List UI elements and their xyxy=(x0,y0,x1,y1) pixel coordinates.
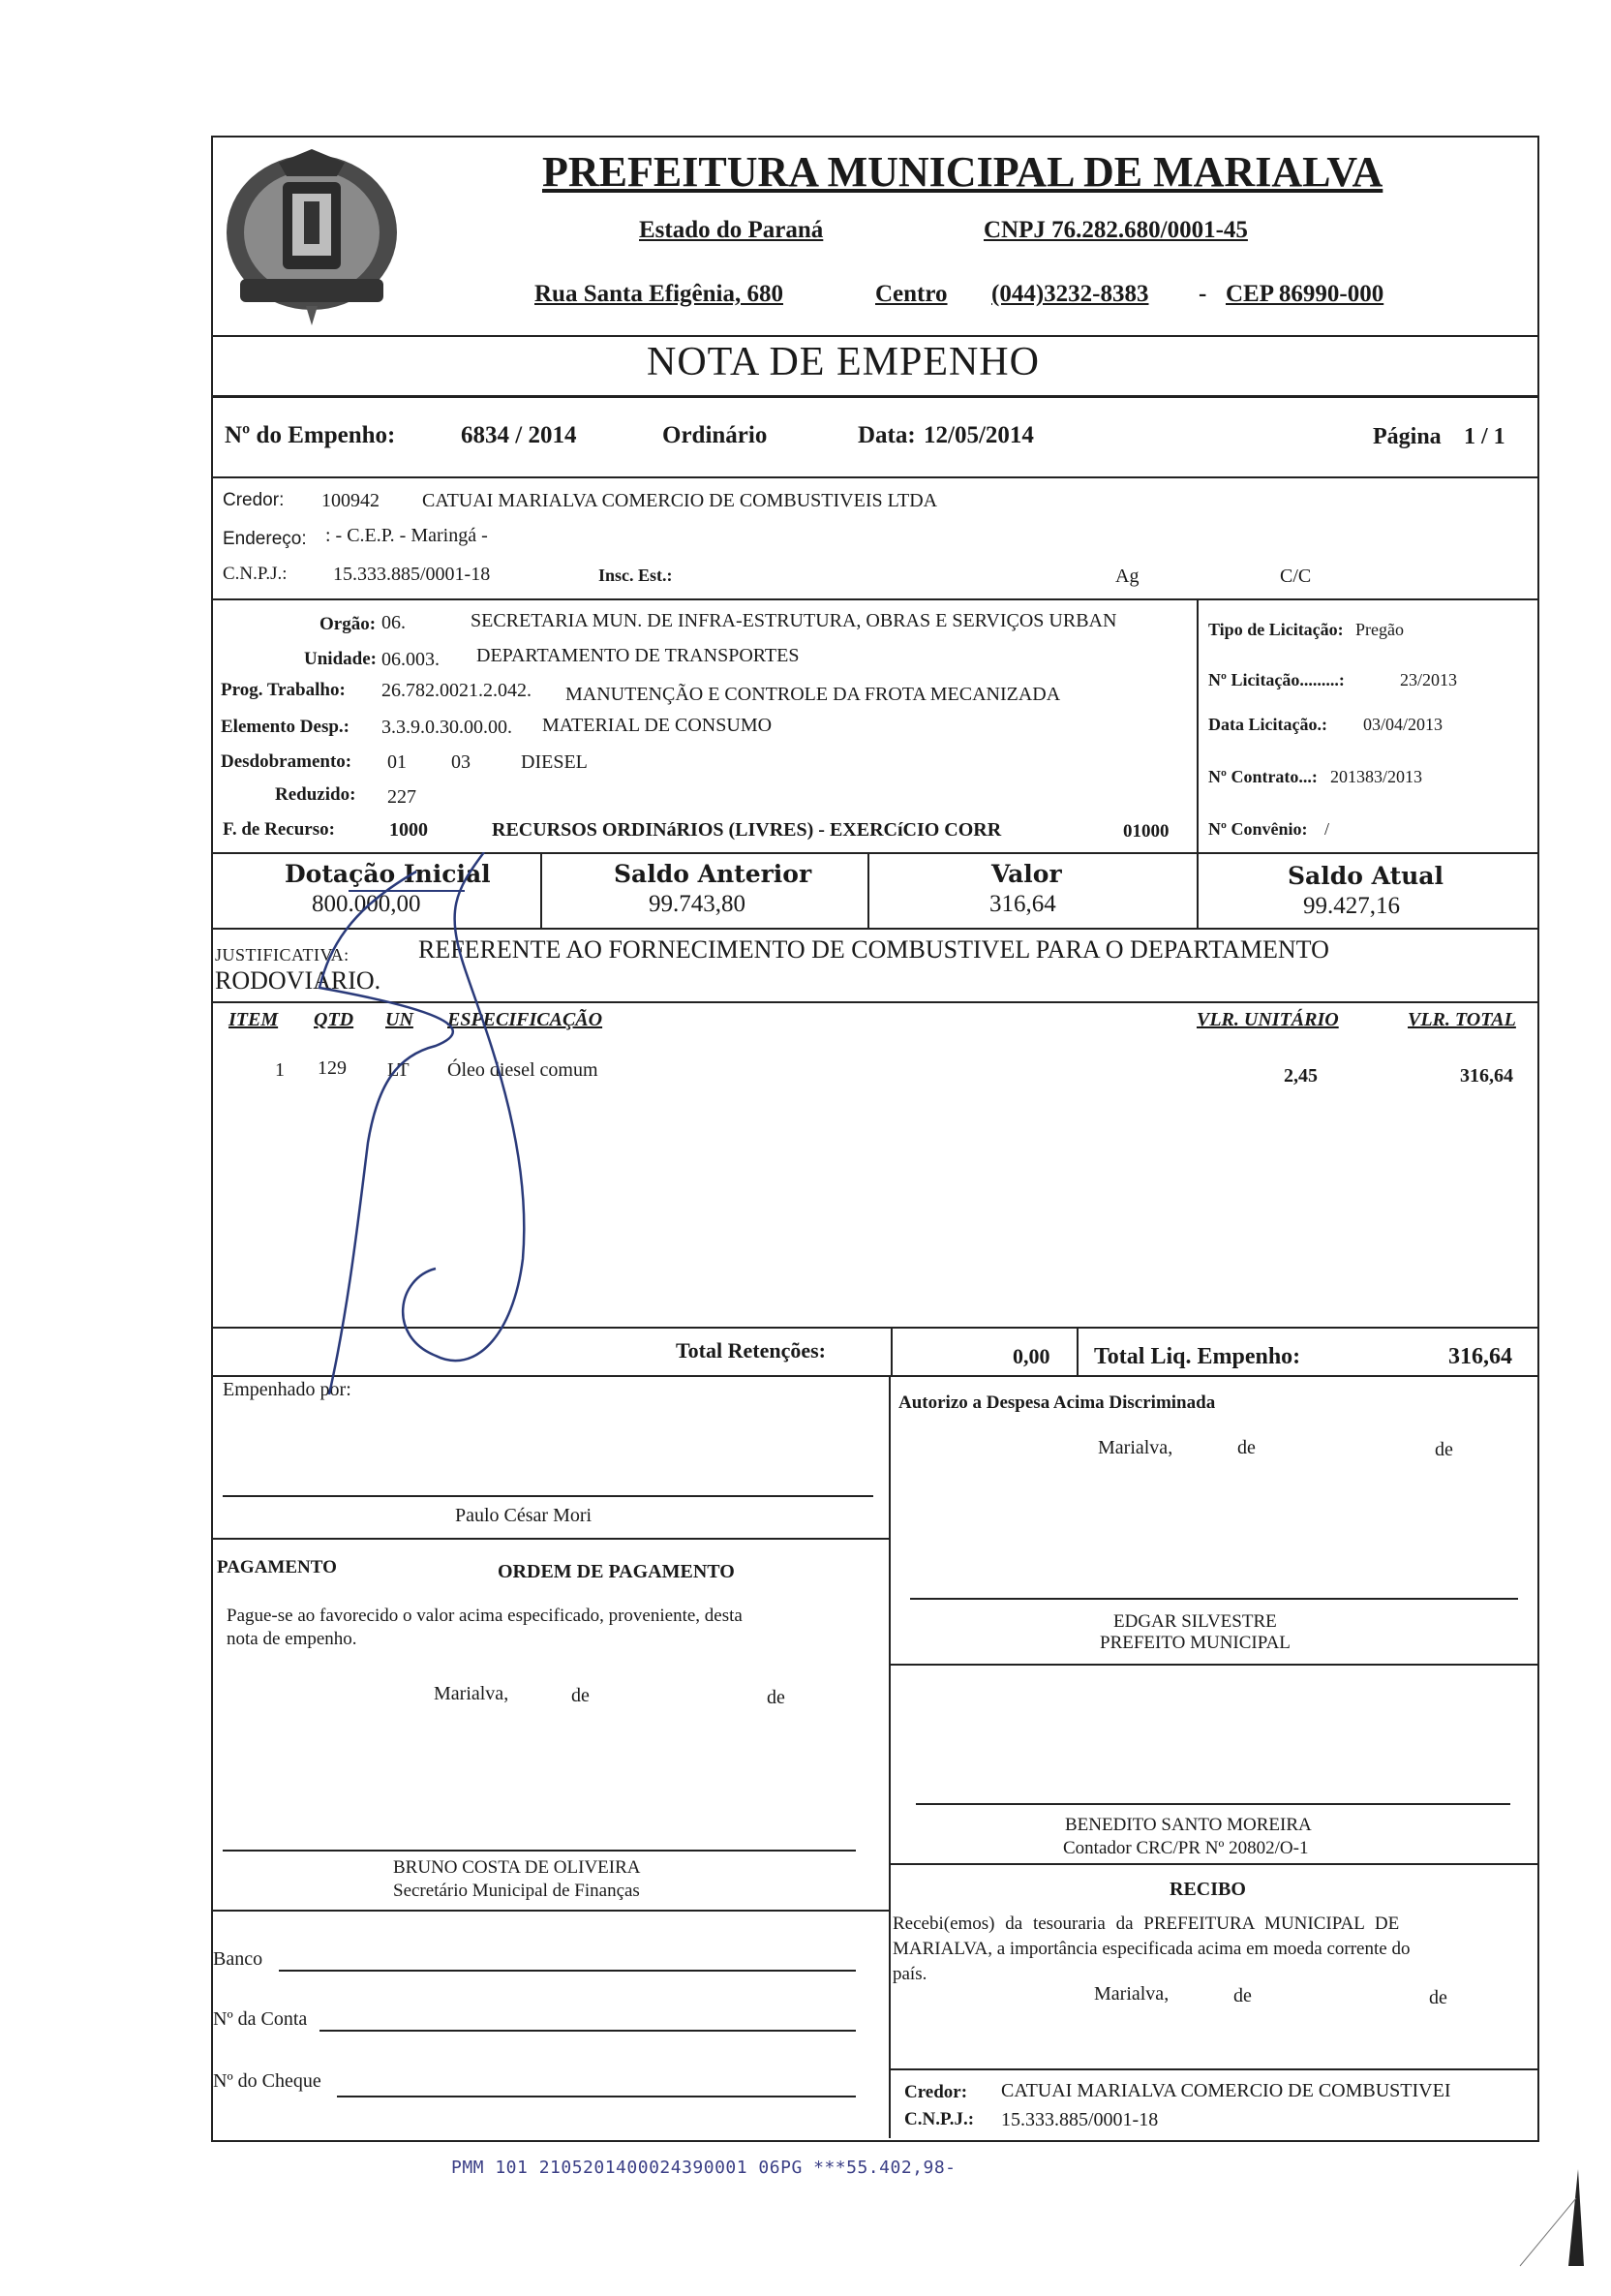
corner-mark xyxy=(1510,2169,1588,2276)
saldo-atual-value: 99.427,16 xyxy=(1303,893,1400,919)
banco-label: Banco xyxy=(213,1948,263,1970)
coat-of-arms-icon xyxy=(221,143,403,329)
justificativa-label: JUSTIFICATIVA: xyxy=(215,945,350,964)
secretario-title: Secretário Municipal de Finanças xyxy=(393,1881,640,1901)
ag-label: Ag xyxy=(1115,566,1140,587)
cheque-label: Nº do Cheque xyxy=(213,2070,321,2092)
recibo-cnpj: 15.333.885/0001-18 xyxy=(1001,2109,1159,2130)
recibo-line2: MARIALVA, a importância especificada acima em moeda corrente do xyxy=(893,1939,1411,1959)
saldo-atual-label: Saldo Atual xyxy=(1288,862,1444,890)
conta-label: Nº da Conta xyxy=(213,2008,308,2030)
address-value: : - C.E.P. - Maringá - xyxy=(325,525,488,546)
ordem-pagamento-label: ORDEM DE PAGAMENTO xyxy=(498,1561,735,1582)
credor-name: CATUAI MARIALVA COMERCIO DE COMBUSTIVEIS LTDA xyxy=(422,490,938,511)
unidade-label: Unidade: xyxy=(304,649,377,669)
elemento-label: Elemento Desp.: xyxy=(221,717,350,737)
recibo-credor-name: CATUAI MARIALVA COMERCIO DE COMBUSTIVEI xyxy=(1001,2080,1451,2101)
empenhado-por-label: Empenhado por: xyxy=(223,1379,351,1400)
contrato-value: 201383/2013 xyxy=(1330,767,1423,786)
orgao-desc: SECRETARIA MUN. DE INFRA-ESTRUTURA, OBRAS E SERVIÇOS URBAN xyxy=(471,610,1117,631)
address-label: Endereço: xyxy=(223,529,307,549)
org-phone: (044)3232-8383 xyxy=(991,281,1149,307)
valor-value: 316,64 xyxy=(989,891,1056,917)
orgao-label: Orgão: xyxy=(319,614,377,634)
header-dash: - xyxy=(1199,281,1207,307)
elemento-code: 3.3.9.0.30.00.00. xyxy=(381,717,512,738)
recibo-line1: Recebi(emos) da tesouraria da PREFEITURA MUNICIPAL DE xyxy=(893,1913,1400,1934)
empenhado-por-name: Paulo César Mori xyxy=(455,1505,593,1526)
empenho-type: Ordinário xyxy=(662,422,768,448)
row-qtd: 129 xyxy=(318,1057,347,1079)
unidade-code: 06.003. xyxy=(381,649,440,670)
prefeito-name: EDGAR SILVESTRE xyxy=(1113,1611,1277,1632)
prog-label: Prog. Trabalho: xyxy=(221,680,346,700)
numero-licitacao-label: Nº Licitação.........: xyxy=(1208,670,1345,689)
desdobramento-code1: 01 xyxy=(387,751,407,773)
justificativa-line1: REFERENTE AO FORNECIMENTO DE COMBUSTIVEL PARA O DEPARTAMENTO xyxy=(418,935,1329,964)
state-name: Estado do Paraná xyxy=(639,217,824,243)
recibo-title: RECIBO xyxy=(1170,1879,1246,1900)
dotacao-inicial-label: Dotação Inicial xyxy=(285,860,491,888)
credor-cnpj-label: C.N.P.J.: xyxy=(223,564,288,584)
numero-licitacao-value: 23/2013 xyxy=(1400,670,1458,689)
prog-code: 26.782.0021.2.042. xyxy=(381,680,532,701)
recibo-line3: país. xyxy=(893,1964,927,1984)
pagamento-de-2: de xyxy=(767,1687,785,1708)
row-spec: Óleo diesel comum xyxy=(447,1059,598,1081)
credor-cnpj: 15.333.885/0001-18 xyxy=(333,564,491,585)
elemento-desc: MATERIAL DE CONSUMO xyxy=(542,715,773,736)
saldo-anterior-value: 99.743,80 xyxy=(649,891,745,917)
contrato-label: Nº Contrato...: xyxy=(1208,767,1318,786)
recurso-desc: RECURSOS ORDINáRIOS (LIVRES) - EXERCíCIO CORR xyxy=(492,819,1002,841)
convenio-label: Nº Convênio: xyxy=(1208,819,1308,839)
tipo-licitacao-label: Tipo de Licitação: xyxy=(1208,620,1344,639)
recibo-de-2: de xyxy=(1429,1987,1447,2008)
org-district: Centro xyxy=(875,281,948,307)
empenho-number: 6834 / 2014 xyxy=(461,422,577,448)
saldo-anterior-label: Saldo Anterior xyxy=(614,860,812,888)
row-unit-value: 2,45 xyxy=(1284,1065,1318,1087)
prefeito-title: PREFEITO MUNICIPAL xyxy=(1100,1633,1291,1653)
total-liq-value: 316,64 xyxy=(1448,1344,1512,1369)
autorizo-city: Marialva, xyxy=(1098,1437,1173,1458)
recibo-de-1: de xyxy=(1233,1985,1252,2006)
pagamento-label: PAGAMENTO xyxy=(217,1557,337,1577)
row-item: 1 xyxy=(275,1059,285,1081)
bank-stamp: PMM 101 2105201400024390001 06PG ***55.402,98- xyxy=(451,2158,957,2178)
autorizo-de-1: de xyxy=(1237,1437,1256,1458)
autorizo-de-2: de xyxy=(1435,1439,1453,1460)
reduzido-value: 227 xyxy=(387,786,416,808)
desdobramento-code2: 03 xyxy=(451,751,471,773)
retencoes-label: Total Retenções: xyxy=(676,1338,826,1362)
recibo-credor-label: Credor: xyxy=(904,2082,968,2102)
col-header-spec: ESPECIFICAÇÃO xyxy=(447,1009,603,1030)
empenho-number-label: Nº do Empenho: xyxy=(225,422,396,448)
prog-desc: MANUTENÇÃO E CONTROLE DA FROTA MECANIZADA xyxy=(565,684,1061,705)
justificativa-line2: RODOVIARIO. xyxy=(215,966,381,995)
cc-label: C/C xyxy=(1280,566,1312,587)
recibo-city: Marialva, xyxy=(1094,1983,1170,2005)
row-un: LT xyxy=(387,1059,410,1081)
document-title: NOTA DE EMPENHO xyxy=(647,340,1040,384)
total-liq-label: Total Liq. Empenho: xyxy=(1094,1344,1301,1369)
tipo-licitacao-value: Pregão xyxy=(1355,620,1404,639)
pagamento-city: Marialva, xyxy=(434,1683,509,1704)
recurso-label: F. de Recurso: xyxy=(223,819,335,840)
retencoes-value: 0,00 xyxy=(1013,1344,1050,1368)
empenho-date-label: Data: xyxy=(858,422,916,448)
page-label: Página xyxy=(1373,424,1442,449)
signature-mark xyxy=(290,852,639,1472)
col-header-unit-value: VLR. UNITÁRIO xyxy=(1197,1009,1339,1030)
desdobramento-desc: DIESEL xyxy=(521,751,588,773)
recurso-code: 1000 xyxy=(389,819,428,841)
org-cnpj: CNPJ 76.282.680/0001-45 xyxy=(984,217,1248,243)
org-street: Rua Santa Efigênia, 680 xyxy=(534,281,783,307)
recibo-cnpj-label: C.N.P.J.: xyxy=(904,2109,975,2129)
col-header-qtd: QTD xyxy=(314,1009,354,1030)
col-header-total-value: VLR. TOTAL xyxy=(1408,1009,1516,1030)
orgao-code: 06. xyxy=(381,612,406,633)
contador-name: BENEDITO SANTO MOREIRA xyxy=(1065,1815,1312,1835)
data-licitacao-label: Data Licitação.: xyxy=(1208,715,1327,734)
page-number: 1 / 1 xyxy=(1464,424,1505,449)
valor-label: Valor xyxy=(991,860,1062,888)
org-cep: CEP 86990-000 xyxy=(1226,281,1384,307)
recurso-code2: 01000 xyxy=(1123,821,1170,842)
reduzido-label: Reduzido: xyxy=(275,784,356,805)
secretario-name: BRUNO COSTA DE OLIVEIRA xyxy=(393,1857,641,1878)
credor-label: Credor: xyxy=(223,490,285,510)
row-total-value: 316,64 xyxy=(1460,1065,1513,1087)
col-header-item: ITEM xyxy=(228,1009,279,1030)
insc-est-label: Insc. Est.: xyxy=(598,566,673,585)
unidade-desc: DEPARTAMENTO DE TRANSPORTES xyxy=(476,645,800,666)
dotacao-inicial-value: 800.000,00 xyxy=(312,891,421,917)
desdobramento-label: Desdobramento: xyxy=(221,751,352,772)
pagamento-text-line2: nota de empenho. xyxy=(227,1629,357,1649)
empenho-date: 12/05/2014 xyxy=(924,422,1034,448)
pagamento-text-line1: Pague-se ao favorecido o valor acima especificado, proveniente, desta xyxy=(227,1606,743,1626)
credor-code: 100942 xyxy=(321,490,380,511)
col-header-un: UN xyxy=(385,1009,413,1030)
autorizo-text: Autorizo a Despesa Acima Discriminada xyxy=(898,1393,1216,1413)
convenio-value: / xyxy=(1324,819,1330,839)
org-title: PREFEITURA MUNICIPAL DE MARIALVA xyxy=(542,148,1383,196)
contador-title: Contador CRC/PR Nº 20802/O-1 xyxy=(1063,1838,1309,1858)
data-licitacao-value: 03/04/2013 xyxy=(1363,715,1444,734)
pagamento-de-1: de xyxy=(571,1685,590,1706)
